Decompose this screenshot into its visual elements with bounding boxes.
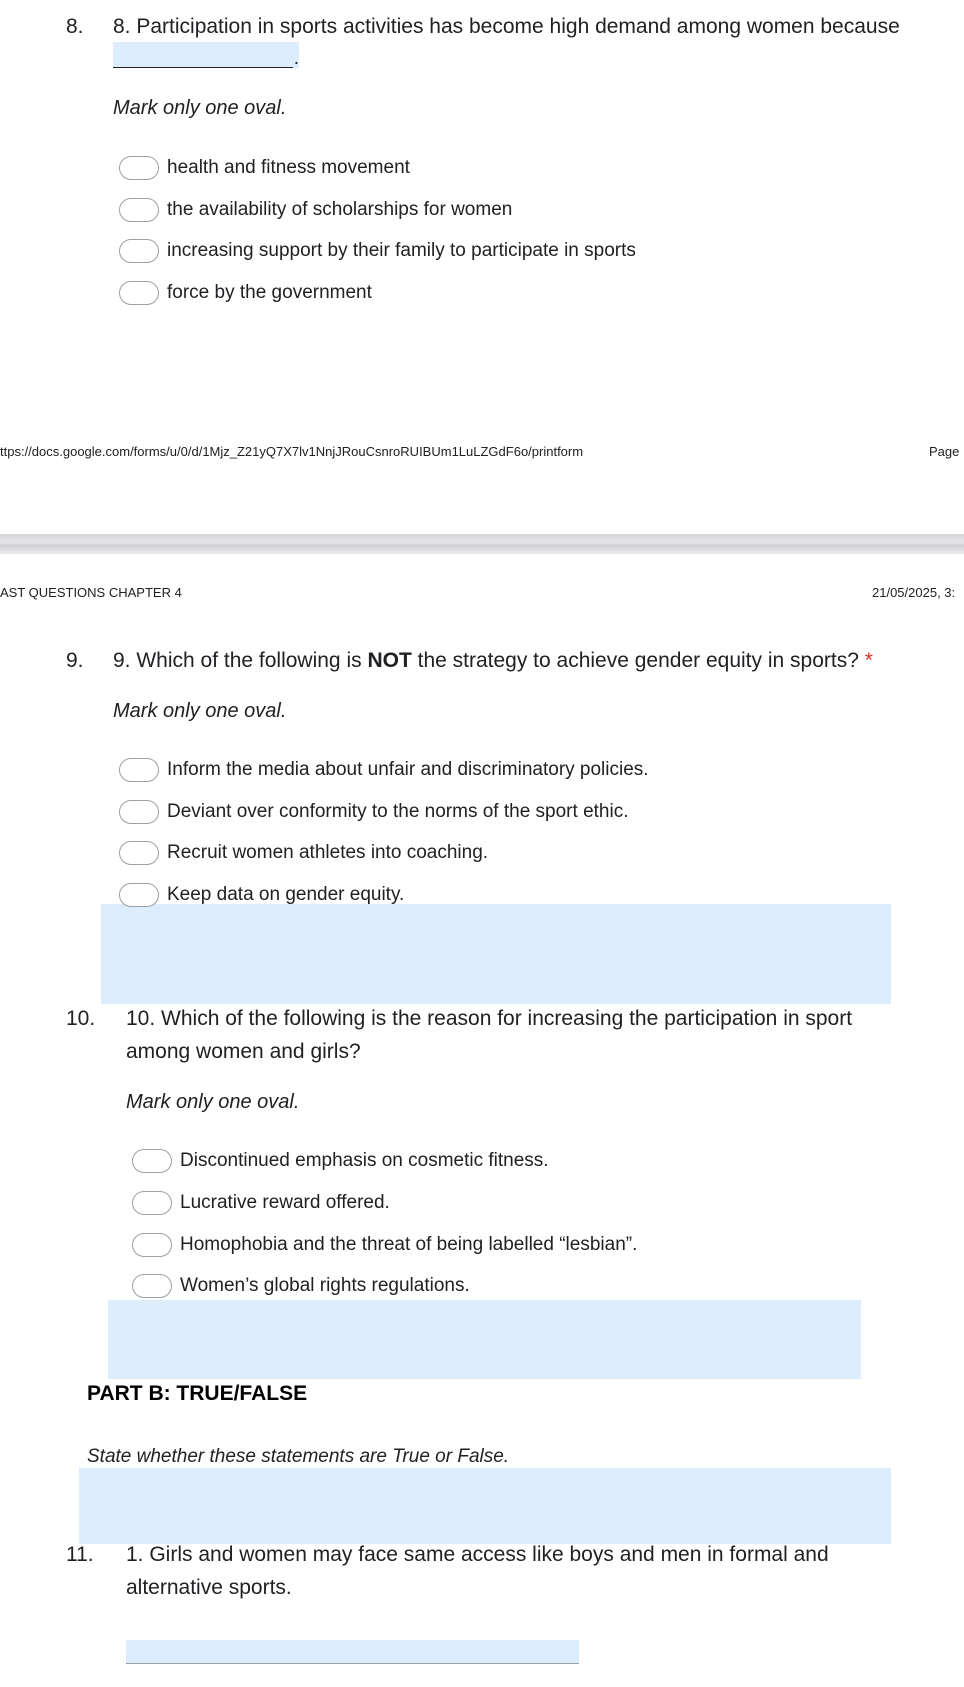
question-text-start: 9. Which of the following is <box>113 649 368 672</box>
radio-oval[interactable] <box>119 800 159 824</box>
question-text-line-1: 1. Girls and women may face same access like boys and men in formal and <box>126 1543 829 1566</box>
radio-oval[interactable] <box>119 758 159 782</box>
question-text-line-2: alternative sports. <box>126 1576 292 1599</box>
radio-oval[interactable] <box>119 841 159 865</box>
option[interactable] <box>132 1146 549 1176</box>
radio-oval[interactable] <box>132 1191 172 1215</box>
option-label: the availability of scholarships for women <box>167 199 513 220</box>
question-number: 10. <box>66 1007 96 1030</box>
question-number: 8. <box>66 15 84 38</box>
option[interactable] <box>119 797 628 827</box>
option[interactable] <box>119 278 372 308</box>
instruction: Mark only one oval. <box>126 1091 300 1113</box>
option[interactable] <box>119 195 512 225</box>
option[interactable] <box>132 1230 637 1260</box>
highlight-q9-bottom <box>101 904 891 1004</box>
section-title: PART B: TRUE/FALSE <box>87 1382 308 1405</box>
question-number: 9. <box>66 649 84 672</box>
section-instruction: State whether these statements are True or False. <box>87 1446 510 1467</box>
highlight-q10-bottom <box>108 1300 861 1379</box>
option[interactable] <box>119 236 636 266</box>
option[interactable] <box>119 153 410 183</box>
page-break-divider <box>0 534 964 554</box>
highlight-partb <box>79 1468 891 1544</box>
radio-oval[interactable] <box>119 281 159 305</box>
question-text-emphasis: NOT <box>367 649 412 672</box>
instruction: Mark only one oval. <box>113 97 287 119</box>
answer-blank[interactable] <box>113 42 299 68</box>
option[interactable] <box>132 1188 390 1218</box>
option[interactable] <box>132 1271 470 1301</box>
option-label: Inform the media about unfair and discriminatory policies. <box>167 759 649 780</box>
blank-suffix: . <box>293 48 299 69</box>
blank-underline <box>113 67 293 68</box>
option-label: Recruit women athletes into coaching. <box>167 842 489 863</box>
question-text: 8. Participation in sports activities has become high demand among women because <box>113 15 900 38</box>
option-label: Lucrative reward offered. <box>180 1192 390 1213</box>
option[interactable] <box>119 755 649 785</box>
answer-input[interactable] <box>126 1640 579 1664</box>
radio-oval[interactable] <box>132 1233 172 1257</box>
question-text-end: the strategy to achieve gender equity in sports? <box>411 649 859 672</box>
option-label: health and fitness movement <box>167 157 410 178</box>
question-number: 11. <box>66 1543 94 1566</box>
option-label: force by the government <box>167 282 372 303</box>
answer-underline <box>126 1663 579 1664</box>
option-label: Homophobia and the threat of being labelled “lesbian”. <box>180 1234 638 1255</box>
question-text <box>113 644 873 677</box>
question-text-line-1: 10. Which of the following is the reason for increasing the participation in sport <box>126 1007 853 1030</box>
radio-oval[interactable] <box>132 1149 172 1173</box>
option-label: Keep data on gender equity. <box>167 884 405 905</box>
required-asterisk: * <box>864 649 873 672</box>
option[interactable] <box>119 838 488 868</box>
instruction: Mark only one oval. <box>113 700 287 722</box>
header-title: AST QUESTIONS CHAPTER 4 <box>0 585 182 600</box>
radio-oval[interactable] <box>119 156 159 180</box>
header-date: 21/05/2025, 3: <box>872 585 956 600</box>
option-label: Women’s global rights regulations. <box>180 1275 470 1296</box>
radio-oval[interactable] <box>119 883 159 907</box>
option-label: Deviant over conformity to the norms of the sport ethic. <box>167 801 629 822</box>
option-label: Discontinued emphasis on cosmetic fitness. <box>180 1150 549 1171</box>
radio-oval[interactable] <box>132 1274 172 1298</box>
option-label: increasing support by their family to participate in sports <box>167 240 636 261</box>
radio-oval[interactable] <box>119 198 159 222</box>
radio-oval[interactable] <box>119 239 159 263</box>
footer-page: Page <box>929 444 960 459</box>
footer-url: ttps://docs.google.com/forms/u/0/d/1Mjz_Z21yQ7X7lv1NnjJRouCsnroRUIBUm1LuLZGdF6o/printform <box>0 444 584 459</box>
question-text-line-2: among women and girls? <box>126 1040 361 1063</box>
option[interactable] <box>119 880 404 910</box>
